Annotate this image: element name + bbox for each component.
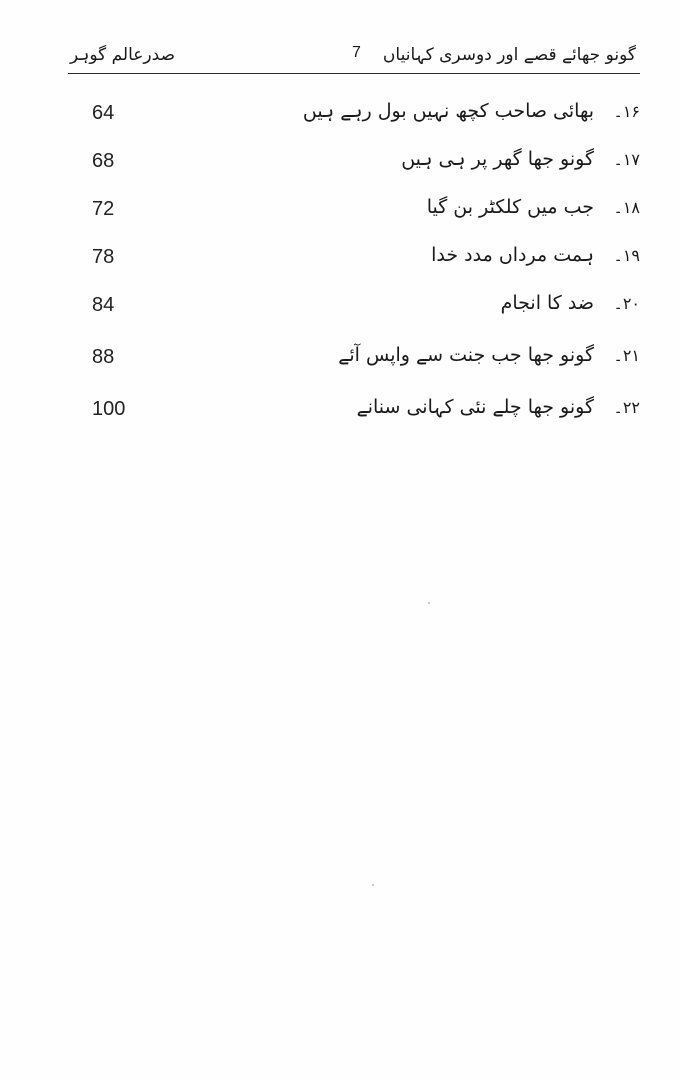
toc-entry-number: ۲۲۔ bbox=[613, 398, 640, 417]
toc-page-number: 84 bbox=[92, 294, 115, 316]
toc-entry-number: ۲۱۔ bbox=[613, 346, 640, 365]
toc-entry-title: جب میں کلکٹر بن گیا bbox=[426, 196, 594, 218]
toc-entry-title: ہمت مرداں مدد خدا bbox=[431, 244, 594, 266]
toc-entry-number: ۱۸۔ bbox=[613, 198, 640, 217]
header-page-number: 7 bbox=[352, 44, 361, 61]
toc-entry-number: ۱۹۔ bbox=[613, 246, 640, 265]
toc-entry bbox=[90, 340, 640, 392]
toc-entry-number: ۱۷۔ bbox=[613, 150, 640, 169]
header-book-title: گونو جھائے قصے اور دوسری کہانیاں bbox=[382, 45, 636, 65]
paper-speck bbox=[428, 602, 430, 604]
toc-entry-title: گونو جھا گھر پر ہی ہیں bbox=[401, 148, 594, 170]
toc-entry-title: بھائی صاحب کچھ نہیں بول رہے ہیں bbox=[302, 100, 594, 122]
toc-entry bbox=[90, 96, 640, 144]
running-header bbox=[70, 38, 640, 72]
toc-entry bbox=[90, 392, 640, 440]
toc-entry bbox=[90, 240, 640, 288]
toc-page-number: 100 bbox=[92, 398, 126, 420]
toc-entry bbox=[90, 144, 640, 192]
toc-entry-number: ۱۶۔ bbox=[613, 102, 640, 121]
toc-page-number: 72 bbox=[92, 198, 115, 220]
toc-page-number: 78 bbox=[92, 246, 115, 268]
toc-entry-title: ضد کا انجام bbox=[500, 292, 594, 314]
toc-page-number: 64 bbox=[92, 102, 115, 124]
header-divider bbox=[68, 73, 640, 74]
paper-speck bbox=[372, 884, 374, 886]
toc-entry bbox=[90, 288, 640, 340]
toc-page-number: 68 bbox=[92, 150, 115, 172]
toc-entry-number: ۲۰۔ bbox=[613, 294, 640, 313]
toc-page-number: 88 bbox=[92, 346, 115, 368]
table-of-contents bbox=[90, 96, 640, 440]
toc-entry bbox=[90, 192, 640, 240]
header-author: صدرعالم گوہر bbox=[70, 45, 176, 65]
toc-entry-title: گونو جھا جب جنت سے واپس آئے bbox=[338, 344, 594, 366]
toc-entry-title: گونو جھا چلے نئی کہانی سنانے bbox=[356, 396, 594, 418]
